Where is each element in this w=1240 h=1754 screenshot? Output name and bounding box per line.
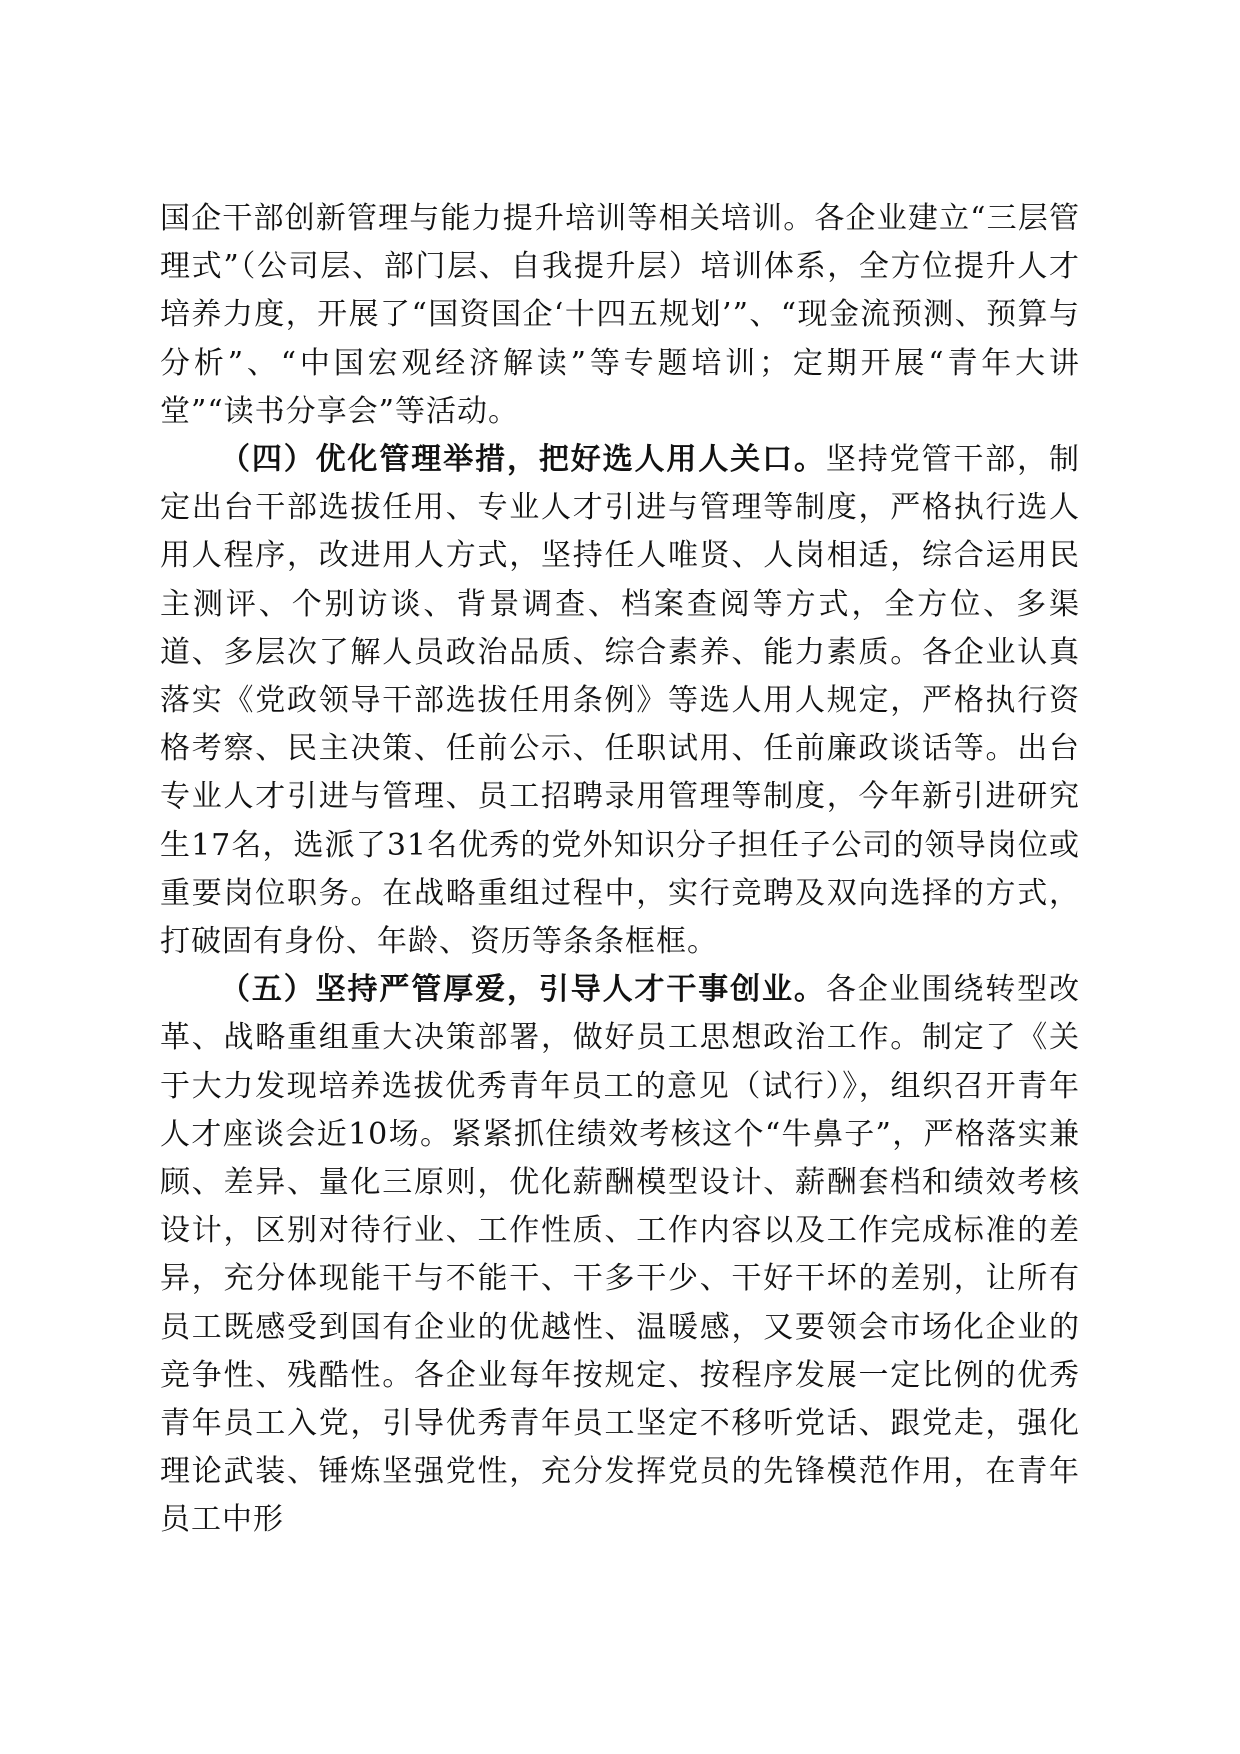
section-heading: （四）优化管理举措，把好选人用人关口。 [220,442,826,478]
document-body [160,195,1080,1545]
paragraph-continuation [160,195,1080,436]
paragraph-text: 坚持党管干部，制定出台干部选拔任用、专业人才引进与管理等制度，严格执行选人用人程序，改进用人方式，坚持任人唯贤、人岗相适，综合运用民主测评、个别访谈、背景调查、档案查阅等方式，全方位、多渠道、多层次了解人员政治品质、综合素养、能力素质。各企业认真落实《党政领导干部选拔任用条例》等选人用人规定，严格执行资格考察、民主决策、任前公示、任职试用、任前廉政谈话等。出台专业人才引进与管理、员工招聘录用管理等制度，今年新引进研究生17名，选派了31名优秀的党外知识分子担任子公司的领导岗位或重要岗位职务。在战略重组过程中，实行竞聘及双向选择的方式，打破固有身份、年龄、资历等条条框框。 [160,442,1081,960]
paragraph-text: 各企业围绕转型改革、战略重组重大决策部署，做好员工思想政治工作。制定了《关于大力发现培养选拔优秀青年员工的意见（试行）》，组织召开青年人才座谈会近10场。紧紧抓住绩效考核这个“牛鼻子”，严格落实兼顾、差异、量化三原则，优化薪酬模型设计、薪酬套档和绩效考核设计，区别对待行业、工作性质、工作内容以及工作完成标准的差异，充分体现能干与不能干、干多干少、干好干坏的差别，让所有员工既感受到国有企业的优越性、温暖感，又要领会市场化企业的竞争性、残酷性。各企业每年按规定、按程序发展一定比例的优秀青年员工入党，引导优秀青年员工坚定不移听党话、跟党走，强化理论武装、锤炼坚强党性，充分发挥党员的先锋模范作用，在青年员工中形 [160,972,1081,1538]
paragraph-section-five [160,966,1080,1544]
paragraph-section-four [160,436,1080,966]
paragraph-text: 国企干部创新管理与能力提升培训等相关培训。各企业建立“三层管理式”（公司层、部门层、自我提升层）培训体系，全方位提升人才培养力度，开展了“国资国企‘十四五规划’”、“现金流预测、预算与分析”、“中国宏观经济解读”等专题培训；定期开展“青年大讲堂”“读书分享会”等活动。 [160,201,1080,429]
section-heading: （五）坚持严管厚爱，引导人才干事创业。 [220,972,826,1008]
